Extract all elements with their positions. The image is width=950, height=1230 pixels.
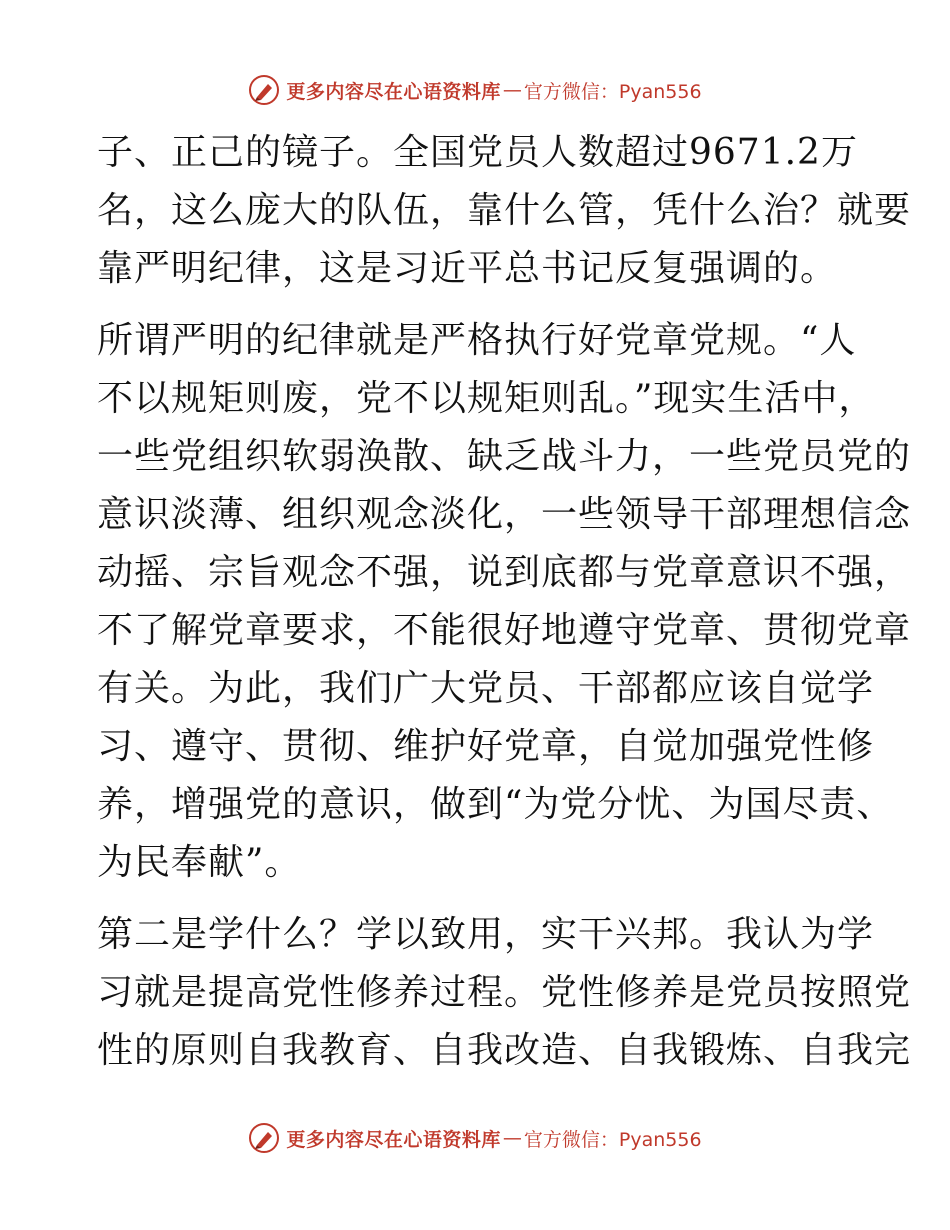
document-body	[97, 124, 912, 1080]
text-line: 习就是提高党性修养过程。党性修养是党员按照党	[97, 972, 912, 1013]
footer-site-name: 更多内容尽在心语资料库	[286, 1128, 501, 1151]
header-banner	[0, 70, 950, 110]
text-line: 第二是学什么？学以致用，实干兴邦。我认为学	[97, 914, 875, 955]
text-line: 子、正己的镜子。全国党员人数超过9671.2万	[97, 132, 858, 173]
footer-separator: —	[502, 1127, 522, 1149]
text-line: 靠严明纪律，这是习近平总书记反复强调的。	[97, 248, 838, 289]
paragraph	[97, 312, 912, 892]
header-separator: —	[502, 79, 522, 101]
text-line: 养，增强党的意识，做到“为党分忧、为国尽责、	[97, 784, 894, 825]
footer-banner	[0, 1118, 950, 1158]
footer-wechat: 官方微信：Pyan556	[523, 1128, 702, 1151]
text-line: 性的原则自我教育、自我改造、自我锻炼、自我完	[97, 1030, 912, 1071]
text-line: 不以规矩则废，党不以规矩则乱。”现实生活中，	[97, 378, 876, 419]
paragraph	[97, 906, 912, 1080]
header-wechat: 官方微信：Pyan556	[523, 80, 702, 103]
header-site-name: 更多内容尽在心语资料库	[286, 80, 501, 103]
text-line: 习、遵守、贯彻、维护好党章，自觉加强党性修	[97, 726, 875, 767]
text-line: 有关。为此，我们广大党员、干部都应该自觉学	[97, 668, 875, 709]
pen-logo-icon	[248, 1122, 280, 1154]
pen-logo-icon	[248, 74, 280, 106]
paragraph	[97, 124, 912, 298]
text-line: 动摇、宗旨观念不强，说到底都与党章意识不强，	[97, 552, 912, 593]
text-line: 不了解党章要求，不能很好地遵守党章、贯彻党章	[97, 610, 912, 651]
text-line: 为民奉献”。	[97, 842, 302, 883]
text-line: 名，这么庞大的队伍，靠什么管，凭什么治？就要	[97, 190, 912, 231]
text-line: 所谓严明的纪律就是严格执行好党章党规。“人	[97, 320, 857, 361]
text-line: 意识淡薄、组织观念淡化，一些领导干部理想信念	[97, 494, 912, 535]
text-line: 一些党组织软弱涣散、缺乏战斗力，一些党员党的	[97, 436, 912, 477]
